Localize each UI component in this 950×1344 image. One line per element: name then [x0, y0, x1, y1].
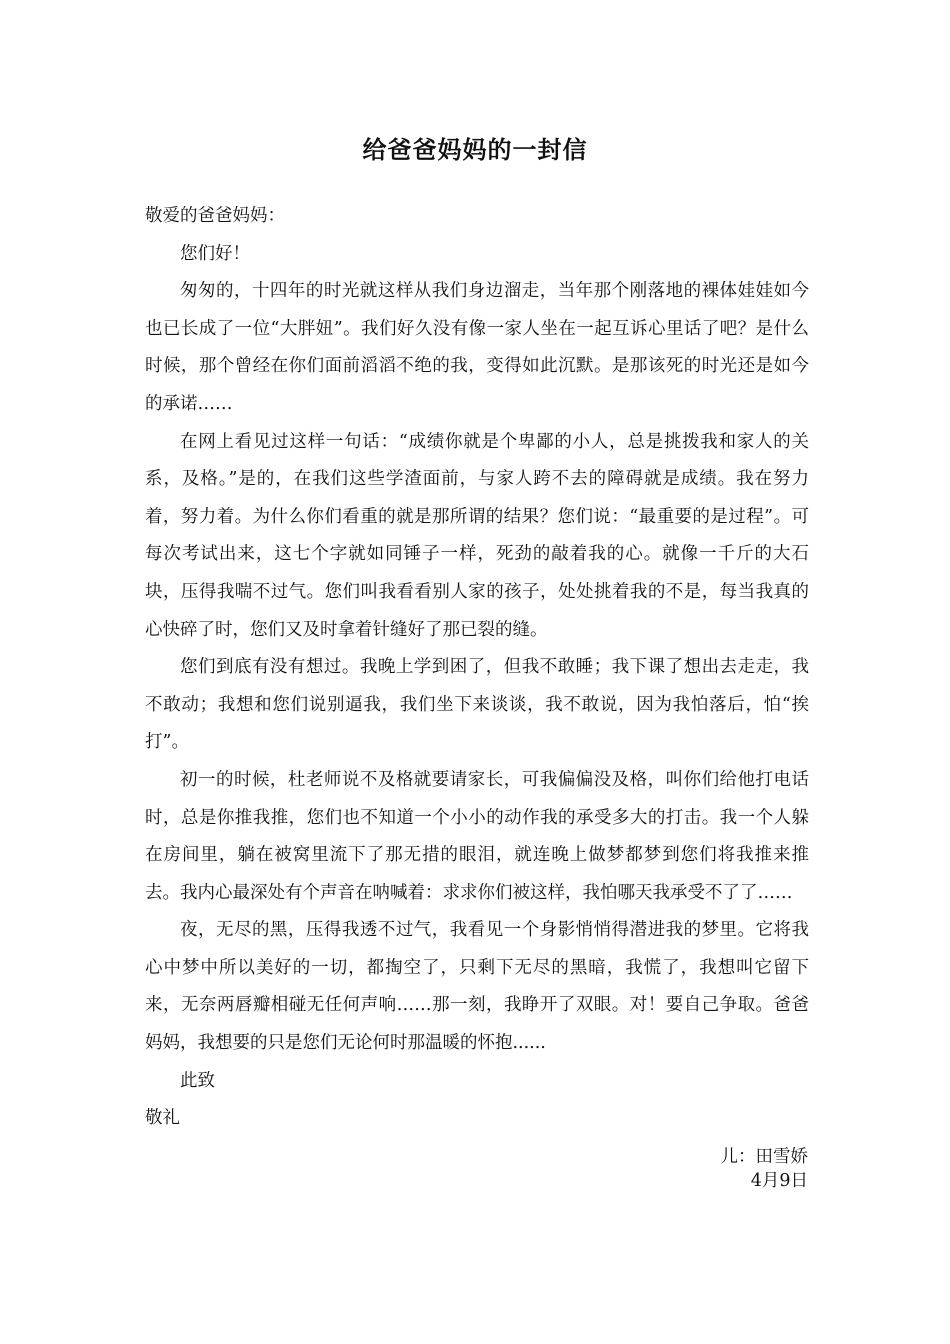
signature-name: 儿：田雪娇: [720, 1147, 808, 1167]
letter-body: [145, 198, 809, 1138]
signature-block: [721, 1145, 809, 1193]
closing-line-2: 敬礼: [145, 1108, 180, 1129]
paragraph-3: 您们到底有没有想过。我晚上学到困了，但我不敢睡；我下课了想出去走走，我不敢动；我想和您们说别逼我，我们坐下来谈谈，我不敢说，因为我怕落后，怕“挨打”。: [145, 657, 809, 753]
salutation: 敬爱的爸爸妈妈：: [145, 206, 285, 226]
paragraph-2: 在网上看见过这样一句话：“成绩你就是个卑鄙的小人，总是挑拨我和家人的关系，及格。”是的，在我们这些学渣面前，与家人跨不去的障碍就是成绩。我在努力着，努力着。为什么你们看重的就是那所谓的结果？您们说：“最重要的是过程”。可每次考试出来，这七个字就如同锤子一样，死劲的敲着我的心。就像一千斤的大石块，压得我喘不过气。您们叫我看看别人家的孩子，处处挑着我的不是，每当我真的心快碎了时，您们又及时拿着针缝好了那已裂的缝。: [145, 431, 809, 640]
greeting: 您们好！: [180, 243, 250, 264]
letter-title: 给爸爸妈妈的一封信: [362, 135, 588, 164]
paragraph-5: 夜，无尽的黑，压得我透不过气，我看见一个身影悄悄得潜进我的梦里。它将我心中梦中所以美好的一切，都掏空了，只剩下无尽的黑暗，我慌了，我想叫它留下来，无奈两唇瓣相碰无任何声响……那一刻，我睁开了双眼。对！要自己争取。爸爸妈妈，我想要的只是您们无论何时那温暖的怀抱......: [145, 920, 809, 1054]
paragraph-4: 初一的时候，杜老师说不及格就要请家长，可我偏偏没及格，叫你们给他打电话时，总是你推我推，您们也不知道一个小小的动作我的承受多大的打击。我一个人躲在房间里，躺在被窝里流下了那无措的眼泪，就连晚上做梦都梦到您们将我推来推去。我内心最深处有个声音在呐喊着：求求你们被这样，我怕哪天我承受不了了……: [145, 769, 809, 903]
paragraph-1: 匆匆的，十四年的时光就这样从我们身边溜走，当年那个刚落地的裸体娃娃如今也已长成了一位“大胖妞”。我们好久没有像一家人坐在一起互诉心里话了吧？是什么时候，那个曾经在你们面前滔滔不绝的我，变得如此沉默。是那该死的时光还是如今的承诺……: [145, 281, 809, 414]
closing-line-1: 此致: [180, 1070, 215, 1091]
signature-date: 4月9日: [750, 1171, 808, 1191]
